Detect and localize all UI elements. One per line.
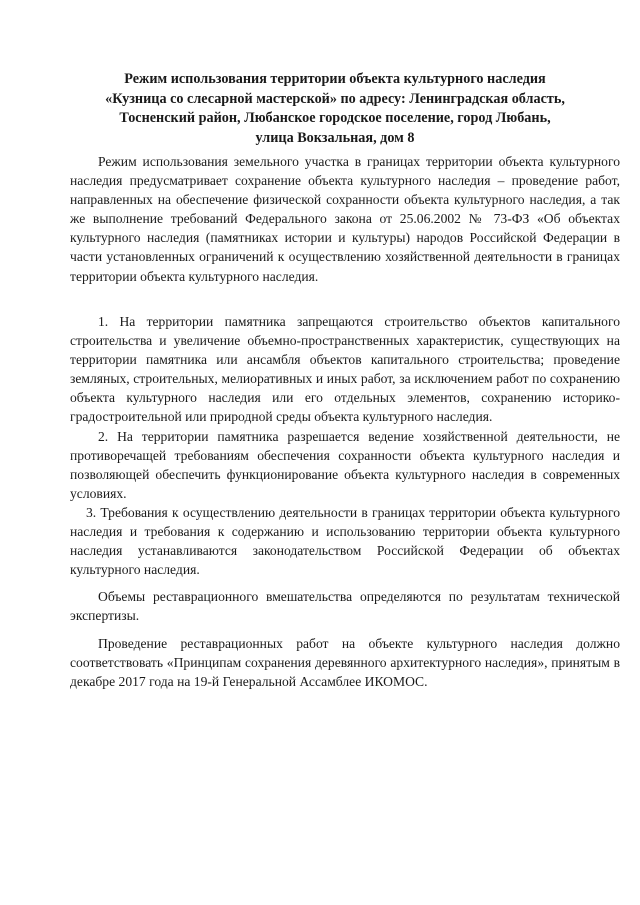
icomos-paragraph: Проведение реставрационных работ на объекте культурного наследия должно соответствовать «Принципам сохранения деревянного архитектурного наследия», принятым в декабре 2017 года на 19-й Генеральной Ассамблее ИКОМОС. [70,636,620,690]
restrictions-section [70,312,620,579]
intro-section [70,152,620,286]
restriction-item-3: 3. Требования к осуществлению деятельности в границах территории объекта культурного наследия и требования к содержанию и использованию территории объекта культурного наследия устанавливаются законодательством Российской Федерации об объектах культурного наследия. [70,504,620,578]
document-title [60,70,610,148]
intro-paragraph: Режим использования земельного участка в границах территории объекта культурного наследия предусматривает сохранение объекта культурного наследия – проведение работ, направленных на обеспечение физической сохранности объекта культурного наследия, а так же выполнение требований Федерального закона от 25.06.2002 № 73-ФЗ «Об объектах культурного наследия (памятниках истории и культуры) народов Российской Федерации в части установленных ограничений к осуществлению хозяйственной деятельности в границах территории объекта культурного наследия. [70,154,620,284]
expertise-paragraph: Объемы реставрационного вмешательства определяются по результатам технической экспертизы. [70,589,620,624]
title-line-2: «Кузница со слесарной мастерской» по адресу: Ленинградская область, [105,90,565,107]
title-line-4: улица Вокзальная, дом 8 [255,129,415,146]
restriction-item-2: 2. На территории памятника разрешается ведение хозяйственной деятельности, не противоречащей требованиям обеспечения сохранности объекта культурного наследия и позволяющей обеспечить функционирование объекта культурного наследия в современных условиях. [70,428,620,501]
icomos-section [70,634,620,691]
restriction-item-1: 1. На территории памятника запрещаются строительство объектов капитального строительства и увеличение объемно-пространственных характеристик, существующих на территории памятника или ансамбля объектов капитального строительства; проведение земляных, строительных, мелиоративных и иных работ, за исключением работ по сохранению объекта культурного наследия или его отдельных элементов, сохранению историко-градостроительной или природной среды объекта культурного наследия. [70,314,620,425]
title-line-1: Режим использования территории объекта культурного наследия [124,71,546,87]
expertise-section [70,587,620,625]
title-line-3: Тосненский район, Любанское городское поселение, город Любань, [119,110,551,126]
